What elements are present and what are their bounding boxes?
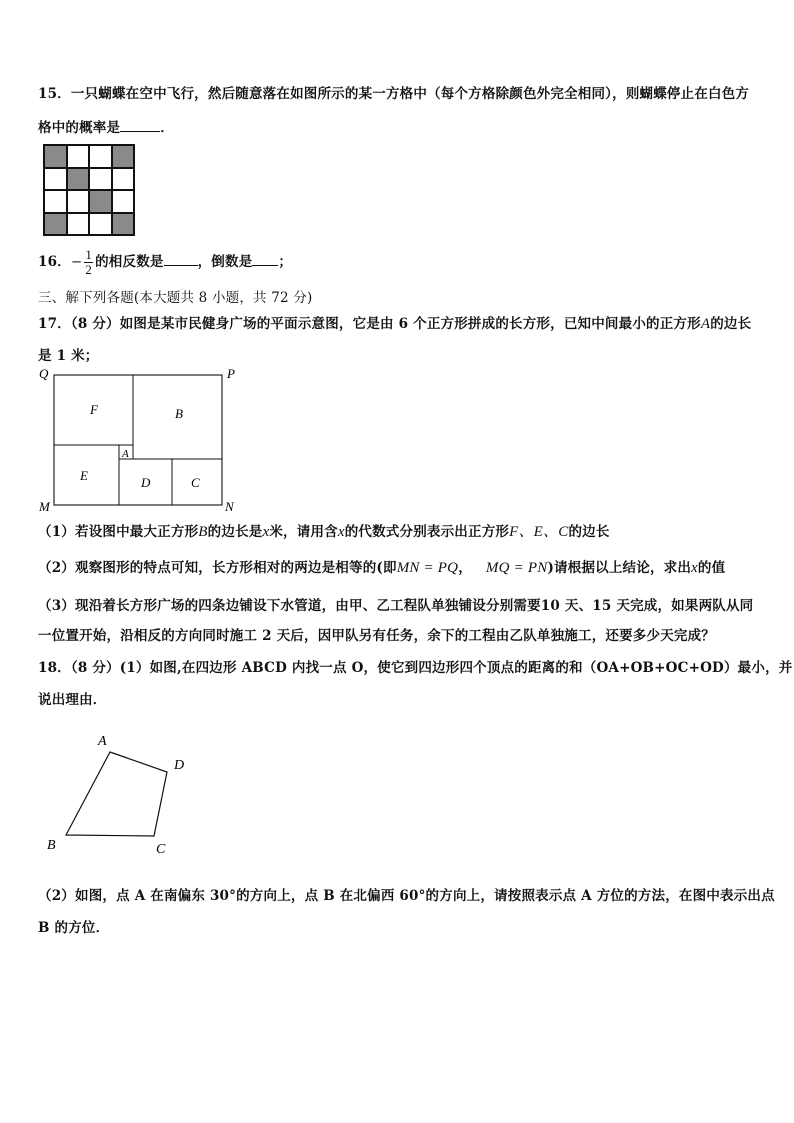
q17-p1d: 的代数式分别表示出正方形 (344, 524, 510, 540)
q17-p2-eq2: MQ = PN (485, 560, 548, 576)
q17-p1b: 的边长是 (207, 524, 263, 540)
q16-number: 16． (38, 254, 71, 270)
grid-cell-gray (44, 145, 67, 168)
grid-cell-white (67, 190, 90, 213)
q16-frac-den: 2 (85, 262, 93, 277)
label-e: E (80, 468, 88, 483)
label-a: A (98, 734, 107, 749)
q18-line1: 18．（8 分）(1）如图,在四边形 ABCD 内找一点 O，使它到四边形四个顶点的距离的和（OA+OB+OC+OD）最小，并 (38, 660, 793, 676)
q17-line1a: 17．（8 分）如图是某市民健身广场的平面示意图，它是由 6 个正方形拼成的长方形，已知中间最小的正方形 (38, 316, 701, 332)
q15-grid-figure (43, 144, 135, 236)
q17-part3-line2: 一位置开始，沿相反的方向同时施工 2 天后，因甲队另有任务，余下的工程由乙队单独施工，还要多少天完成？ (38, 628, 715, 644)
grid-cell-white (112, 168, 135, 191)
q17-p2a: （2）观察图形的特点可知，长方形相对的两边是相等的(即 (38, 560, 397, 576)
q18-part2-line1: （2）如图，点 A 在南偏东 30°的方向上，点 B 在北偏西 60°的方向上，请按照表示点 A 方位的方法，在图中表示出点 (38, 888, 775, 904)
grid-cell-white (112, 190, 135, 213)
label-p: P (227, 366, 235, 381)
q16-fraction (84, 248, 93, 277)
q16-text1: 的相反数是 (95, 254, 164, 270)
q17-p2-eq1: MN = PQ (396, 560, 459, 576)
q17-p2b: )请根据以上结论，求出 (547, 560, 692, 576)
q17-part1 (38, 520, 610, 541)
q17-p1-vars-fec: F、E、C (509, 524, 569, 540)
q17-p1-var-x: x (262, 524, 270, 540)
q17-p2-sep: ， (458, 560, 472, 576)
q17-p1-var-b: B (198, 524, 208, 540)
label-c: C (191, 475, 200, 490)
q16-frac-num: 1 (85, 247, 93, 262)
q15-answer-blank (120, 119, 160, 132)
label-b: B (47, 838, 56, 853)
q17-p1e: 的边长 (568, 524, 610, 540)
label-q: Q (39, 366, 49, 381)
q17-p1c: 米，请用含 (269, 524, 338, 540)
q15-line1: 15．一只蝴蝶在空中飞行，然后随意落在如图所示的某一方格中（每个方格除颜色外完全相同），则蝴蝶停止在白色方 (38, 86, 750, 102)
grid-cell-gray (112, 213, 135, 236)
grid-cell-white (89, 168, 112, 191)
q17-p2-var-x: x (691, 560, 698, 576)
grid-cell-white (44, 168, 67, 191)
label-c: C (156, 842, 166, 857)
label-m: M (39, 499, 50, 512)
q16-blank2 (252, 253, 278, 266)
label-d: D (174, 758, 185, 773)
grid-cell-white (44, 190, 67, 213)
q16-minus: − (70, 254, 83, 270)
label-b: B (175, 406, 183, 421)
grid-cell-white (89, 213, 112, 236)
quadrilateral-abcd (66, 752, 167, 836)
label-n: N (225, 499, 234, 512)
q15-line2-text: 格中的概率是 (38, 120, 121, 136)
q17-p2c: 的值 (697, 560, 726, 576)
grid-cell-gray (112, 145, 135, 168)
label-a: A (122, 448, 129, 460)
q15-line2-end: ． (160, 120, 174, 136)
q17-line2: 是 1 米； (38, 348, 99, 364)
q17-part2 (38, 556, 725, 577)
grid-cell-gray (44, 213, 67, 236)
q17-part3-line1: （3）现沿着长方形广场的四条边铺设下水管道，由甲、乙工程队单独铺设分别需要10 天、15 天完成，如果两队从同 (38, 598, 754, 614)
q18-part2-line2: B 的方位． (38, 920, 110, 936)
grid-cell-white (89, 145, 112, 168)
q17-p1-var-x2: x (337, 524, 345, 540)
section-3-heading: 三、解下列各题(本大题共 8 小题，共 72 分) (38, 290, 313, 306)
q18-line2: 说出理由． (38, 692, 107, 708)
grid-cell-white (67, 213, 90, 236)
q16-text3: ； (278, 254, 293, 270)
q16-text2: ，倒数是 (197, 254, 253, 270)
q15-line2 (38, 116, 174, 136)
grid-cell-gray (89, 190, 112, 213)
grid-cell-white (67, 145, 90, 168)
grid-cell-gray (67, 168, 90, 191)
q17-p1a: （1）若设图中最大正方形 (38, 524, 199, 540)
label-f: F (90, 402, 98, 417)
q17-line1 (38, 312, 751, 333)
label-d: D (141, 475, 151, 490)
q16-blank1 (164, 253, 198, 266)
q18-quadrilateral-figure (40, 728, 200, 858)
q16-line (38, 248, 292, 277)
q17-line1b: 的边长 (710, 316, 752, 332)
q17-var-a: A (700, 316, 711, 332)
q17-rectangle-figure (36, 362, 246, 512)
